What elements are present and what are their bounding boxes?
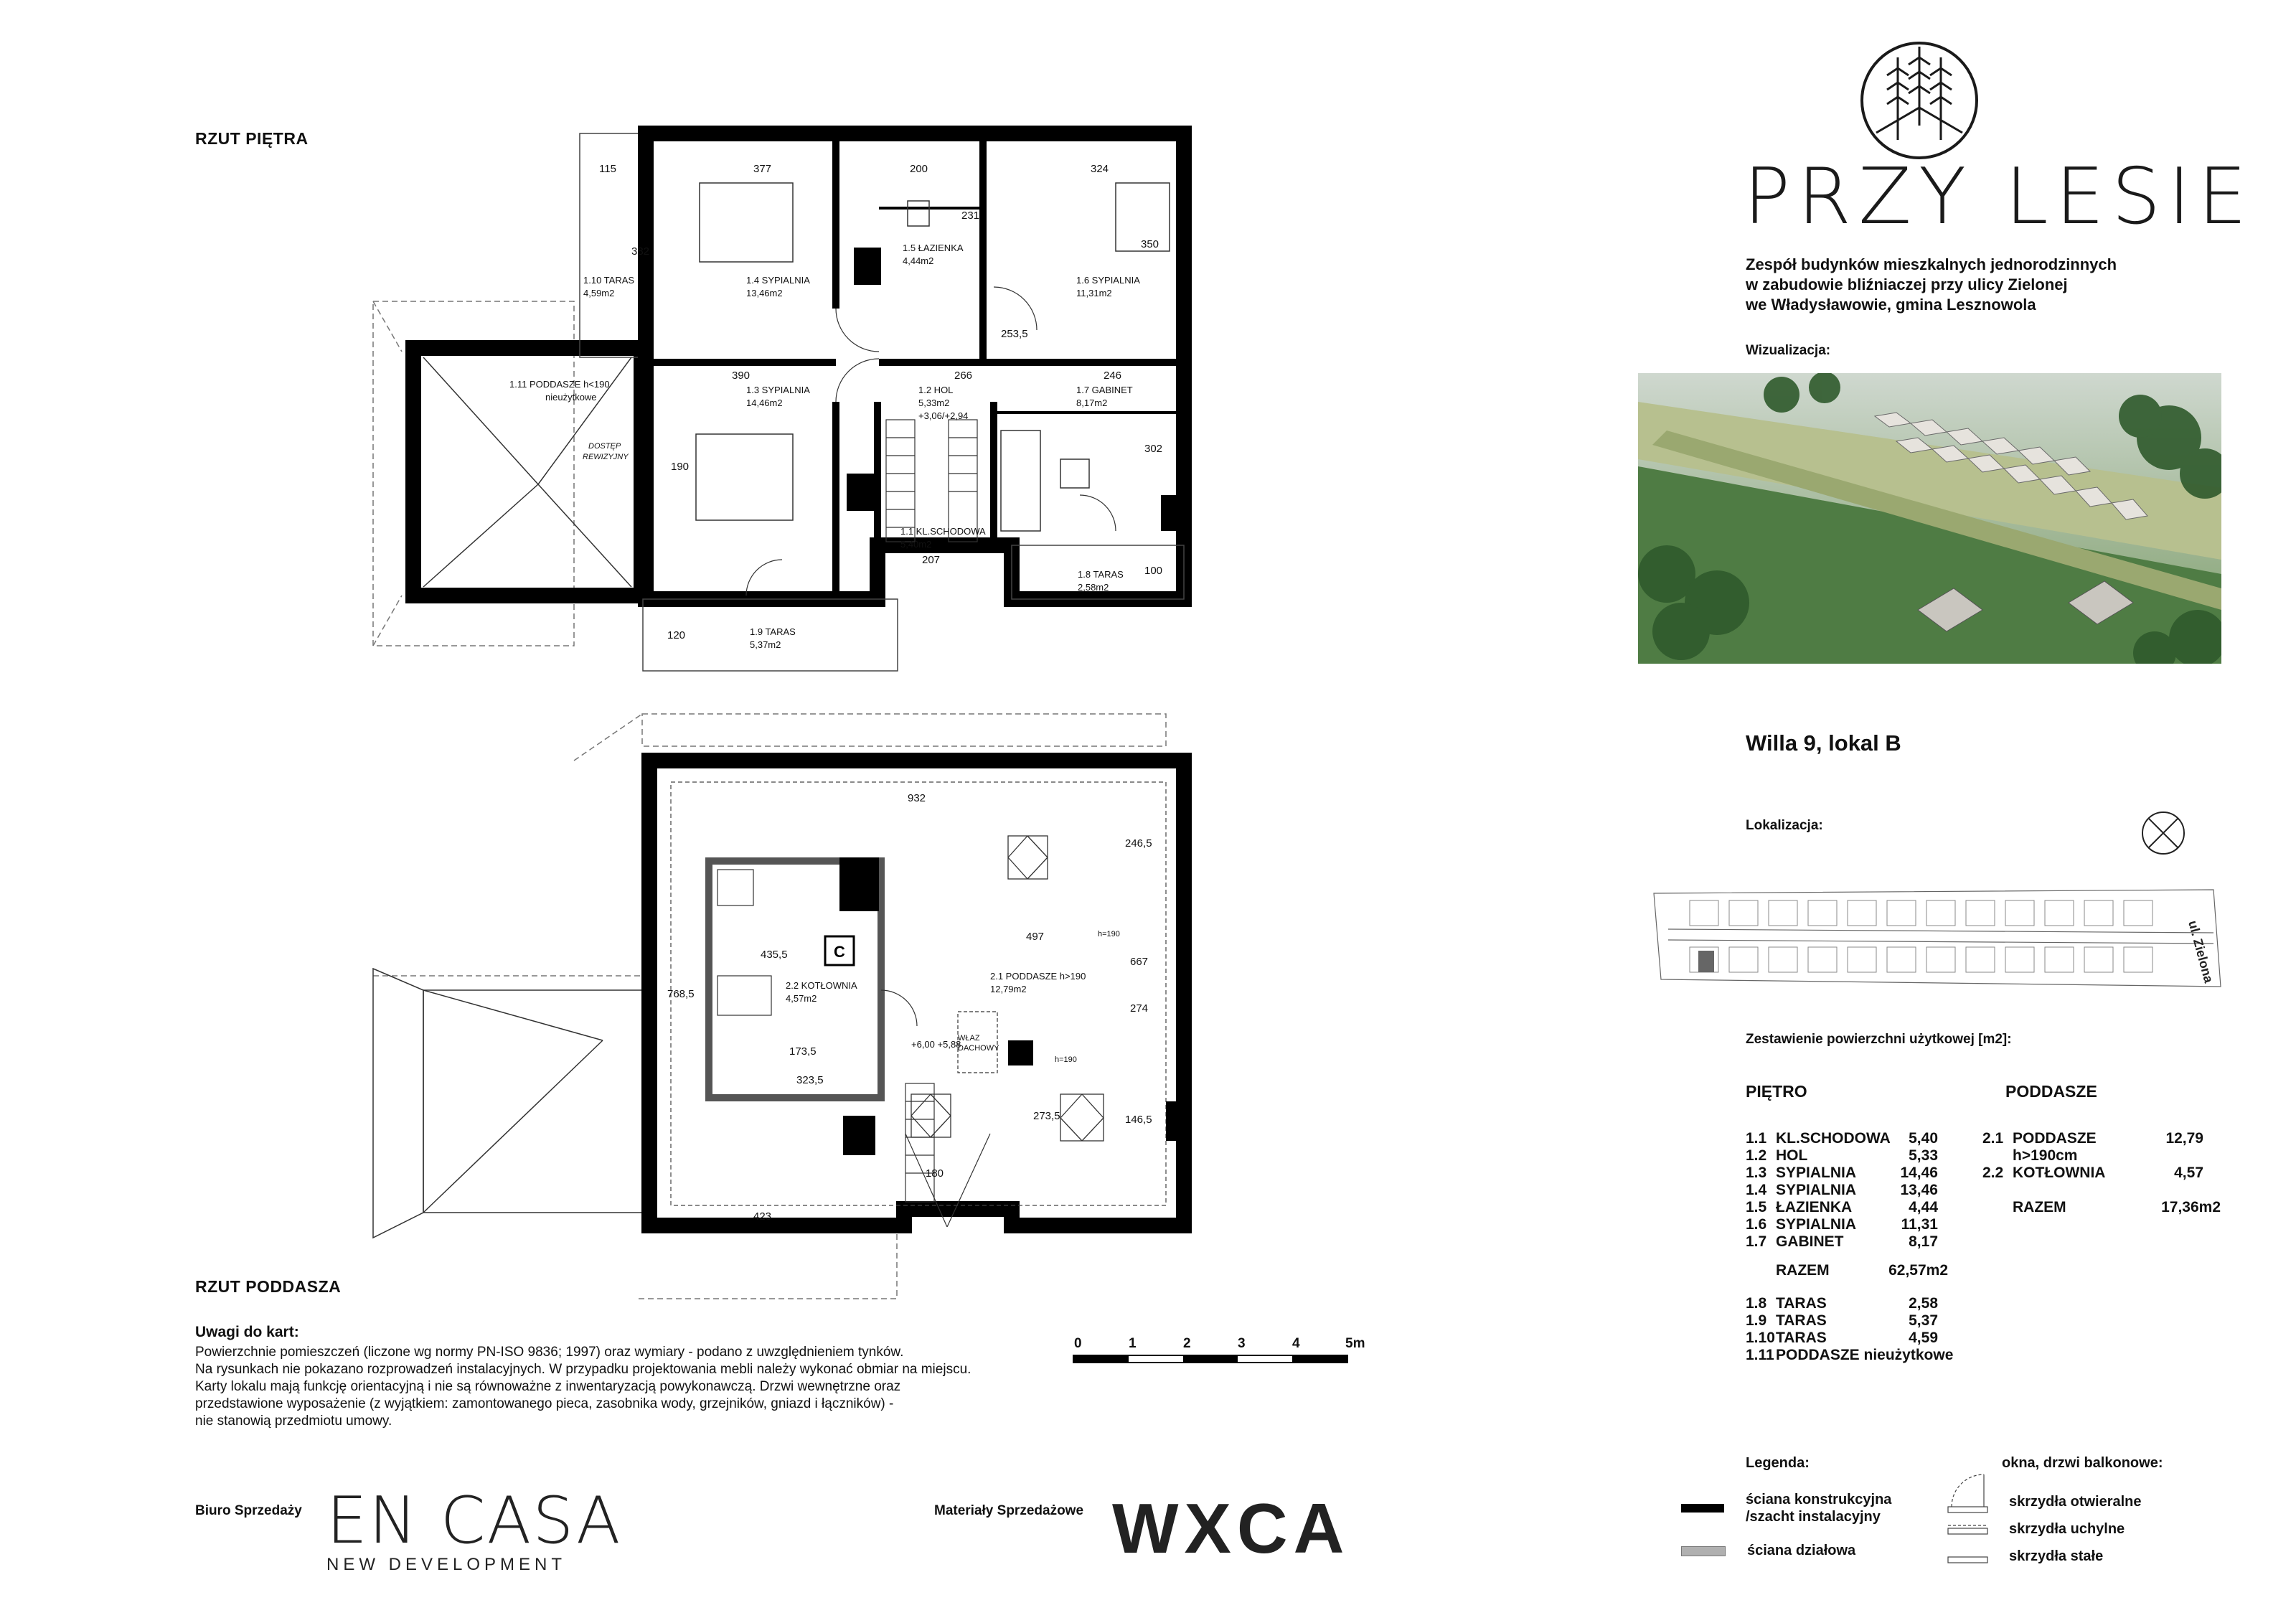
- svg-text:11,31m2: 11,31m2: [1076, 288, 1112, 298]
- svg-text:274: 274: [1130, 1002, 1149, 1015]
- attic-area-table: [1982, 1130, 2221, 1216]
- svg-text:+3,06/+2,94: +3,06/+2,94: [918, 410, 969, 421]
- svg-text:768,5: 768,5: [667, 988, 695, 1000]
- table-row: 1.4 SYPIALNIA 13,46: [1746, 1182, 1938, 1198]
- notes-block: [195, 1324, 1042, 1430]
- window-fixed: skrzydła stałe: [2009, 1548, 2104, 1564]
- window-openable: skrzydła otwieralne: [2009, 1494, 2142, 1510]
- svg-text:WŁAZ: WŁAZ: [958, 1034, 980, 1043]
- table-row: 1.6 SYPIALNIA 11,31: [1746, 1216, 1938, 1233]
- scale-bar: [1073, 1336, 1381, 1372]
- svg-text:120: 120: [667, 629, 686, 641]
- svg-text:REWIZYJNY: REWIZYJNY: [583, 453, 629, 461]
- svg-text:253,5: 253,5: [1001, 328, 1028, 340]
- table-row: 1.11 PODDASZE nieużytkowe: [1746, 1347, 1954, 1363]
- encasa-sub: NEW DEVELOPMENT: [326, 1555, 567, 1574]
- svg-text:273,5: 273,5: [1033, 1110, 1060, 1122]
- north-arrow-icon: [2140, 809, 2187, 857]
- svg-text:5,33m2: 5,33m2: [918, 397, 950, 408]
- svg-text:231: 231: [961, 210, 980, 222]
- scale-4: 4: [1292, 1336, 1300, 1351]
- encasa-name: EN CASA: [326, 1483, 622, 1558]
- brand-description: [1746, 255, 2117, 315]
- svg-text:207: 207: [922, 554, 941, 566]
- svg-text:+6,00 +5,88: +6,00 +5,88: [911, 1039, 961, 1050]
- svg-text:100: 100: [1144, 565, 1163, 577]
- boiler-symbol: C: [834, 943, 845, 961]
- materials-label: Materiały Sprzedażowe: [934, 1503, 1084, 1518]
- svg-text:DOSTĘP: DOSTĘP: [588, 442, 621, 451]
- svg-text:382: 382: [631, 245, 650, 258]
- svg-text:5,37m2: 5,37m2: [750, 639, 781, 650]
- floor-plan-title: RZUT PIĘTRA: [195, 129, 309, 148]
- svg-text:4,59m2: 4,59m2: [583, 288, 615, 298]
- svg-text:115: 115: [599, 163, 616, 175]
- svg-text:1.2 HOL: 1.2 HOL: [918, 385, 954, 395]
- svg-text:932: 932: [908, 792, 926, 804]
- svg-text:423: 423: [753, 1210, 772, 1223]
- scale-1: 1: [1129, 1336, 1137, 1351]
- svg-text:2,58m2: 2,58m2: [1078, 582, 1109, 593]
- svg-text:1.11 PODDASZE h<190: 1.11 PODDASZE h<190: [509, 379, 610, 390]
- svg-text:1.8 TARAS: 1.8 TARAS: [1078, 569, 1124, 580]
- location-label: Lokalizacja:: [1746, 818, 1823, 833]
- legend-partition: ściana działowa: [1681, 1543, 1855, 1559]
- notes-line-3: Karty lokalu mają funkcję orientacyjną i nie są równoważne z inwentaryzacją powykonawczą. Drzwi wewnętrzne oraz: [195, 1379, 901, 1394]
- aerial-visualization: [1638, 373, 2221, 664]
- table-row: 1.8 TARAS 2,58: [1746, 1295, 1938, 1312]
- svg-text:1.10 TARAS: 1.10 TARAS: [583, 275, 635, 286]
- svg-text:h=190: h=190: [1055, 1055, 1077, 1064]
- scale-0: 0: [1074, 1336, 1082, 1351]
- summary-floor-title: PIĘTRO: [1746, 1082, 1807, 1101]
- window-tilt: skrzydła uchylne: [2009, 1521, 2125, 1537]
- svg-text:4,57m2: 4,57m2: [786, 993, 817, 1004]
- summary-title: Zestawienie powierzchni użytkowej [m2]:: [1746, 1032, 2012, 1047]
- legend-title: Legenda:: [1746, 1455, 1810, 1471]
- table-row: 1.1 KL.SCHODOWA 5,40: [1746, 1130, 1938, 1147]
- svg-text:190: 190: [671, 461, 690, 473]
- svg-text:nieużytkowe: nieużytkowe: [545, 392, 597, 403]
- svg-text:435,5: 435,5: [761, 949, 788, 961]
- scale-2: 2: [1183, 1336, 1191, 1351]
- table-row: 1.9 TARAS 5,37: [1746, 1312, 1938, 1329]
- svg-text:324: 324: [1091, 163, 1109, 175]
- notes-line-2: Na rysunkach nie pokazano rozprowadzeń instalacyjnych. W przypadku projektowania mebli należy wykonać obmiar na miejscu.: [195, 1362, 971, 1377]
- attic-plan-title: RZUT PODDASZA: [195, 1277, 342, 1296]
- table-row: 1.5 ŁAZIENKA 4,44: [1746, 1199, 1938, 1215]
- brand-desc-line-2: w zabudowie bliźniaczej przy ulicy Zielonej: [1746, 276, 2068, 293]
- unit-title: Willa 9, lokal B: [1746, 730, 1901, 756]
- svg-text:1.3 SYPIALNIA: 1.3 SYPIALNIA: [746, 385, 810, 395]
- street-label: ul. Zielona: [2186, 918, 2216, 985]
- svg-text:12,79m2: 12,79m2: [990, 984, 1027, 994]
- notes-line-1: Powierzchnie pomieszczeń (liczone wg normy PN-ISO 9836; 1997) oraz wymiary - podano z uwzględnieniem tynków.: [195, 1345, 904, 1360]
- svg-text:2.1 PODDASZE h>190: 2.1 PODDASZE h>190: [990, 971, 1086, 982]
- table-row: 1.2 HOL 5,33: [1746, 1147, 1938, 1164]
- brand-desc-line-1: Zespół budynków mieszkalnych jednorodzinnych: [1746, 255, 2117, 273]
- table-row: 2.2 KOTŁOWNIA 4,57: [1982, 1165, 2203, 1181]
- brand-desc-line-3: we Władysławowie, gmina Lesznowola: [1746, 296, 2036, 314]
- svg-text:266: 266: [954, 370, 973, 382]
- window-symbols-icon: [1937, 1457, 2002, 1579]
- svg-text:390: 390: [732, 370, 751, 382]
- summary-attic-title: PODDASZE: [2005, 1082, 2097, 1101]
- brand-tree-icon: [1858, 39, 1980, 161]
- svg-text:1.4 SYPIALNIA: 1.4 SYPIALNIA: [746, 275, 810, 286]
- svg-text:667: 667: [1130, 956, 1149, 968]
- floor-total-row: RAZEM 62,57m2: [1776, 1262, 1948, 1279]
- table-row: 1.7 GABINET 8,17: [1746, 1233, 1938, 1250]
- floor-area-table: [1746, 1130, 1991, 1364]
- svg-text:1.7 GABINET: 1.7 GABINET: [1076, 385, 1133, 395]
- visual-label: Wizualizacja:: [1746, 343, 1831, 358]
- svg-text:173,5: 173,5: [789, 1045, 817, 1058]
- svg-text:146,5: 146,5: [1125, 1114, 1152, 1126]
- svg-text:DACHOWY: DACHOWY: [958, 1044, 999, 1053]
- svg-text:180: 180: [926, 1167, 944, 1180]
- svg-text:4,44m2: 4,44m2: [903, 255, 934, 266]
- svg-text:h=190: h=190: [1098, 930, 1120, 938]
- brand-name: PRZY LESIE: [1744, 152, 2254, 242]
- attic-total-row: RAZEM 17,36m2: [2013, 1199, 2221, 1215]
- site-location-map: [1647, 879, 2228, 1001]
- svg-text:350: 350: [1141, 238, 1159, 250]
- encasa-logo: [326, 1483, 622, 1575]
- partition-swatch: [1681, 1546, 1726, 1556]
- svg-text:246: 246: [1104, 370, 1122, 382]
- svg-text:246,5: 246,5: [1125, 837, 1152, 850]
- svg-text:200: 200: [910, 163, 928, 175]
- scale-3: 3: [1238, 1336, 1246, 1351]
- notes-line-5: nie stanowią przedmiotu umowy.: [195, 1413, 392, 1429]
- table-row: 1.3 SYPIALNIA 14,46: [1746, 1165, 1938, 1181]
- svg-text:8,17m2: 8,17m2: [1076, 397, 1108, 408]
- sales-office-label: Biuro Sprzedaży: [195, 1503, 302, 1518]
- wxca-logo: WXCA: [1112, 1489, 1350, 1568]
- wall-swatch: [1681, 1504, 1724, 1513]
- svg-text:497: 497: [1026, 931, 1045, 943]
- notes-line-4: przedstawione wyposażenie (z wyjątkiem: zamontowanego pieca, zasobnika wody, grzejników, gniazd i łączników) -: [195, 1396, 894, 1411]
- dim-377: 377: [753, 163, 772, 175]
- legend-wall: ściana konstrukcyjna /szacht instalacyjny: [1681, 1491, 1891, 1525]
- notes-title: Uwagi do kart:: [195, 1324, 299, 1340]
- attic-plan: [0, 703, 1220, 1313]
- scale-5: 5m: [1345, 1336, 1365, 1351]
- svg-text:14,46m2: 14,46m2: [746, 397, 783, 408]
- svg-text:13,46m2: 13,46m2: [746, 288, 783, 298]
- table-row: 2.1 PODDASZE h>190cm 12,79: [1982, 1130, 2203, 1164]
- svg-text:5,40m2: 5,40m2: [900, 539, 932, 550]
- svg-text:1.5 ŁAZIENKA: 1.5 ŁAZIENKA: [903, 243, 964, 253]
- table-row: 1.10 TARAS 4,59: [1746, 1330, 1938, 1346]
- svg-text:1.1 KL.SCHODOWA: 1.1 KL.SCHODOWA: [900, 526, 986, 537]
- legend-windows-title: okna, drzwi balkonowe:: [2002, 1455, 2163, 1471]
- svg-text:1.6 SYPIALNIA: 1.6 SYPIALNIA: [1076, 275, 1140, 286]
- svg-text:1.9 TARAS: 1.9 TARAS: [750, 626, 796, 637]
- svg-text:2.2 KOTŁOWNIA: 2.2 KOTŁOWNIA: [786, 980, 857, 991]
- svg-text:323,5: 323,5: [796, 1074, 824, 1086]
- svg-text:302: 302: [1144, 443, 1163, 455]
